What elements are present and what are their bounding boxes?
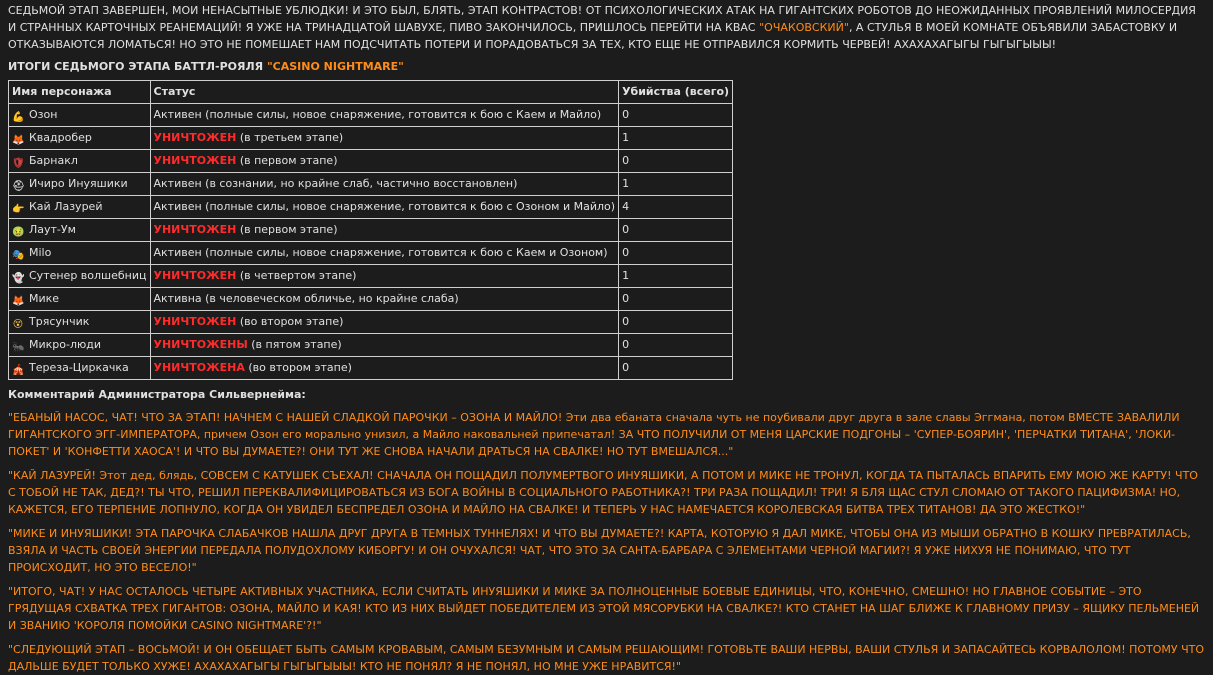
table-row <box>9 357 733 380</box>
table-row <box>9 265 733 288</box>
status-text: Активен (полные силы, новое снаряжение, готовится к бою с Озоном и Майло) <box>153 200 616 213</box>
destroyed-badge: УНИЧТОЖЕНА <box>153 361 245 374</box>
character-name-cell <box>9 219 151 242</box>
shield-icon: 🛡 <box>12 158 25 169</box>
character-name: Микро-люди <box>29 338 102 351</box>
table-row <box>9 173 733 196</box>
kills-cell: 4 <box>619 196 733 219</box>
character-name: Трясунчик <box>29 315 90 328</box>
column-header-kills: Убийства (всего) <box>619 81 733 104</box>
character-name-cell <box>9 311 151 334</box>
status-cell <box>150 196 619 219</box>
status-cell <box>150 265 619 288</box>
status-text: (в пятом этапе) <box>247 338 342 351</box>
status-cell <box>150 242 619 265</box>
kills-cell: 0 <box>619 242 733 265</box>
character-name: Milo <box>29 246 52 259</box>
character-name: Озон <box>29 108 58 121</box>
pointing-hand-icon: 👉 <box>12 204 25 215</box>
destroyed-badge: УНИЧТОЖЕН <box>153 154 237 167</box>
status-cell <box>150 357 619 380</box>
status-text: Активен (полные силы, новое снаряжение, готовится к бою с Каем и Майло) <box>153 108 602 121</box>
admin-comment-paragraph: "ИТОГО, ЧАТ! У НАС ОСТАЛОСЬ ЧЕТЫРЕ АКТИВНЫХ УЧАСТНИКА, ЕСЛИ СЧИТАТЬ ИНУЯШИКИ И МИКЕ ЗА ПОЛНОЦЕННЫЕ БОЕВЫЕ ЕДИНИЦЫ, ЧТО, КОНЕЧНО, СМЕШНО! НО ГЛАВНОЕ СОБЫТИЕ – ЭТО ГРЯДУЩАЯ СХВАТКА ТРЕХ ГИГАНТОВ: ОЗОНА, МАЙЛО И КАЯ! КТО ИЗ НИХ ВЫЙДЕТ ПОБЕДИТЕЛЕМ ИЗ ЭТОЙ МЯСОРУБКИ НА СВАЛКЕ?! КТО СТАНЕТ НА ШАГ БЛИЖЕ К ГЛАВНОМУ ПРИЗУ – ЯЩИКУ ПЕЛЬМЕНЕЙ И ЗВАНИЮ 'КОРОЛЯ ПОМОЙКИ CASINO NIGHTMARE'?!" <box>8 585 1200 632</box>
table-row <box>9 242 733 265</box>
destroyed-badge: УНИЧТОЖЕНЫ <box>153 338 248 351</box>
ant-icon: 🐜 <box>12 342 25 353</box>
helmet-icon: ⛑ <box>12 181 25 192</box>
results-heading-highlight: "CASINO NIGHTMARE" <box>266 60 404 73</box>
admin-comment-paragraph: "СЛЕДУЮЩИЙ ЭТАП – ВОСЬМОЙ! И ОН ОБЕЩАЕТ БЫТЬ САМЫМ КРОВАВЫМ, САМЫМ БЕЗУМНЫМ И САМЫМ РЕШАЮЩИМ! ГОТОВЬТЕ ВАШИ НЕРВЫ, ВАШИ СТУЛЬЯ И ЗАПАСАЙТЕСЬ КОРВАЛОЛОМ! ПОТОМУ ЧТО ДАЛЬШЕ БУДЕТ ТОЛЬКО ХУЖЕ! АХАХАХАГЫГЫ ГЫГЫГЫЫЫ! КТО НЕ ПОНЯЛ? Я НЕ ПОНЯЛ, НО МНЕ УЖЕ НРАВИТСЯ!" <box>8 643 1205 673</box>
status-text: (в первом этапе) <box>236 223 338 236</box>
results-heading-text: ИТОГИ СЕДЬМОГО ЭТАПА БАТТЛ-РОЯЛЯ <box>8 60 267 73</box>
destroyed-badge: УНИЧТОЖЕН <box>153 315 237 328</box>
column-header-name: Имя персонажа <box>9 81 151 104</box>
character-name: Сутенер волшебниц <box>29 269 147 282</box>
kills-cell: 0 <box>619 150 733 173</box>
status-cell <box>150 288 619 311</box>
results-table <box>8 80 733 380</box>
kills-cell: 0 <box>619 311 733 334</box>
admin-comment-paragraph: "КАЙ ЛАЗУРЕЙ! Этот дед, блядь, СОВСЕМ С КАТУШЕК СЪЕХАЛ! СНАЧАЛА ОН ПОЩАДИЛ ПОЛУМЕРТВОГО ИНУЯШИКИ, А ПОТОМ И МИКЕ НЕ ТРОНУЛ, КОГДА ТА ПЫТАЛАСЬ ВПАРИТЬ ЕМУ МОЮ ЖЕ КАРТУ! ЧТО С ТОБОЙ НЕ ТАК, ДЕД?! ТЫ ЧТО, РЕШИЛ ПЕРЕКВАЛИФИЦИРОВАТЬСЯ ИЗ БОГА ВОЙНЫ В СОЦИАЛЬНОГО РАБОТНИКА?! ТРИ РАЗА ПОЩАДИЛ! ТРИ! Я БЛЯ ЩАС СТУЛ СЛОМАЮ ОТ ТАКОГО ПАЦИФИЗМА! НО, КАЖЕТСЯ, ЕГО ТЕРПЕНИЕ ЛОПНУЛО, КОГДА ОН УВИДЕЛ БЕСПРЕДЕЛ ОЗОНА И МАЙЛО НА СВАЛКЕ! И ТЕПЕРЬ У НАС НАМЕЧАЕТСЯ КОРОЛЕВСКАЯ БИТВА ТРЕХ ТИТАНОВ! ДА ЭТО ЖЕСТКО!" <box>8 469 1198 516</box>
kills-cell: 0 <box>619 219 733 242</box>
dizzy-face-icon: 😵 <box>12 319 24 330</box>
character-name-cell <box>9 196 151 219</box>
status-cell <box>150 173 619 196</box>
table-row <box>9 219 733 242</box>
admin-comments <box>8 409 1205 675</box>
status-cell <box>150 311 619 334</box>
character-name-cell <box>9 265 151 288</box>
status-text: Активна (в человеческом обличье, но крайне слаба) <box>153 292 459 305</box>
status-text: (в третьем этапе) <box>236 131 344 144</box>
masks-icon: 🎭 <box>12 250 25 261</box>
results-table-body <box>9 104 733 380</box>
character-name: Кай Лазурей <box>29 200 103 213</box>
table-row <box>9 104 733 127</box>
character-name: Квадробер <box>29 131 92 144</box>
admin-comment-paragraph: "ЕБАНЫЙ НАСОС, ЧАТ! ЧТО ЗА ЭТАП! НАЧНЕМ С НАШЕЙ СЛАДКОЙ ПАРОЧКИ – ОЗОНА И МАЙЛО! Эти два ебаната сначала чуть не поубивали друг друга в зале славы Эггмана, потом ВМЕСТЕ ЗАВАЛИЛИ ГИГАНТСКОГО ЭГГ-ИМПЕРАТОРА, причем Озон его морально унизил, а Майло наковальней припечатал! ЗА ЧТО ПОЛУЧИЛИ ОТ МЕНЯ ЦАРСКИЕ ПОДГОНЫ – 'СУПЕР-БОЯРИН', 'ПЕРЧАТКИ ТИТАНА', 'ЛОКИ-ПОКЕТ' И 'КОНФЕТТИ ХАОСА'! И ЧТО ВЫ ДУМАЕТЕ?! ОНИ ТУТ ЖЕ СНОВА НАЧАЛИ ДРАТЬСЯ НА СВАЛКЕ! НО ТУТ ВМЕШАЛСЯ..." <box>8 411 1180 458</box>
character-name: Мике <box>29 292 60 305</box>
character-name-cell <box>9 127 151 150</box>
character-name: Ичиро Инуяшики <box>29 177 128 190</box>
kills-cell: 0 <box>619 357 733 380</box>
table-row <box>9 196 733 219</box>
admin-comment-heading: Комментарий Администратора Сильвернейма: <box>8 388 306 401</box>
smiley-icon: 🤢 <box>12 227 25 238</box>
ghost-icon: 👻 <box>12 273 25 284</box>
table-row <box>9 127 733 150</box>
status-cell <box>150 104 619 127</box>
status-text: (в четвертом этапе) <box>236 269 357 282</box>
intro-paragraph <box>8 2 1205 53</box>
status-cell <box>150 127 619 150</box>
fox-icon: 🦊 <box>12 296 25 307</box>
character-name: Барнакл <box>29 154 78 167</box>
character-name-cell <box>9 357 151 380</box>
intro-text-continued: , А СТУЛЬЯ В МОЕЙ КОМНАТЕ ОБЪЯВИЛИ ЗАБАСТОВКУ И ОТКАЗЫВАЮТСЯ ЛОМАТЬСЯ! НО ЭТО НЕ ПОМЕШАЕТ НАМ ПОДСЧИТАТЬ ПОТЕРИ И ПОРАДОВАТЬСЯ ЗА ТЕХ, КТО ЕЩЕ НЕ ОТПРАВИЛСЯ КОРМИТЬ ЧЕРВЕЙ! АХАХАХАГЫГЫ ГЫГЫГЫЫЫ! <box>8 21 1178 51</box>
character-name: Лаут-Ум <box>29 223 76 236</box>
status-text: (во втором этапе) <box>236 315 344 328</box>
table-row <box>9 334 733 357</box>
status-text: Активен (полные силы, новое снаряжение, готовится к бою с Каем и Озоном) <box>153 246 608 259</box>
status-text: (в первом этапе) <box>236 154 338 167</box>
status-cell <box>150 219 619 242</box>
table-header-row <box>9 81 733 104</box>
destroyed-badge: УНИЧТОЖЕН <box>153 131 237 144</box>
kills-cell: 1 <box>619 173 733 196</box>
intro-text: СЕДЬМОЙ ЭТАП ЗАВЕРШЕН, МОИ НЕНАСЫТНЫЕ УБЛЮДКИ! И ЭТО БЫЛ, БЛЯТЬ, ЭТАП КОНТРАСТОВ! ОТ ПСИХОЛОГИЧЕСКИХ АТАК НА ГИГАНТСКИХ РОБОТОВ ДО НЕОЖИДАННЫХ ПРОЯВЛЕНИЙ МИЛОСЕРДИЯ И СТРАННЫХ КАРТОЧНЫХ РЕАНЕМАЦИЙ! Я УЖЕ НА ТРИНАДЦАТОЙ ШАВУХЕ, ПИВО ЗАКОНЧИЛОСЬ, ПРИШЛОСЬ ПЕРЕЙТИ НА КВАС <box>8 4 1196 34</box>
character-name-cell <box>9 242 151 265</box>
character-name-cell <box>9 288 151 311</box>
table-row <box>9 311 733 334</box>
character-name: Тереза-Циркачка <box>29 361 129 374</box>
destroyed-badge: УНИЧТОЖЕН <box>153 223 237 236</box>
status-cell <box>150 334 619 357</box>
character-name-cell <box>9 334 151 357</box>
table-row <box>9 150 733 173</box>
destroyed-badge: УНИЧТОЖЕН <box>153 269 237 282</box>
results-heading <box>8 59 1205 74</box>
kills-cell: 0 <box>619 104 733 127</box>
circus-tent-icon: 🎪 <box>12 365 25 376</box>
intro-highlight: "ОЧАКОВСКИЙ" <box>759 21 849 34</box>
kills-cell: 1 <box>619 127 733 150</box>
character-name-cell <box>9 104 151 127</box>
table-row <box>9 288 733 311</box>
character-name-cell <box>9 150 151 173</box>
column-header-status: Статус <box>150 81 619 104</box>
status-cell <box>150 150 619 173</box>
status-text: (во втором этапе) <box>244 361 352 374</box>
character-name-cell <box>9 173 151 196</box>
fox-icon: 🦊 <box>12 135 25 146</box>
kills-cell: 0 <box>619 334 733 357</box>
flexed-biceps-icon: 💪 <box>12 112 25 123</box>
kills-cell: 0 <box>619 288 733 311</box>
status-text: Активен (в сознании, но крайне слаб, частично восстановлен) <box>153 177 518 190</box>
kills-cell: 1 <box>619 265 733 288</box>
admin-comment-paragraph: "МИКЕ И ИНУЯШИКИ! ЭТА ПАРОЧКА СЛАБАЧКОВ НАШЛА ДРУГ ДРУГА В ТЕМНЫХ ТУННЕЛЯХ! И ЧТО ВЫ ДУМАЕТЕ?! КАРТА, КОТОРУЮ Я ДАЛ МИКЕ, ЧТОБЫ ОНА ИЗ МЫШИ ОБРАТНО В КОШКУ ПРЕВРАТИЛАСЬ, ВЗЯЛА И ЧАСТЬ СВОЕЙ ЭНЕРГИИ ПЕРЕДАЛА ПОЛУДОХЛОМУ КИБОРГУ! И ОН ОЧУХАЛСЯ! ЧАТ, ЧТО ЭТО ЗА САНТА-БАРБАРА С ЭЛЕМЕНТАМИ ЧЕРНОЙ МАГИИ?! Я УЖЕ НИХУЯ НЕ ПОНИМАЮ, ЧТО ТУТ ПРОИСХОДИТ, НО ЭТО ВЕСЕЛО!" <box>8 527 1191 574</box>
